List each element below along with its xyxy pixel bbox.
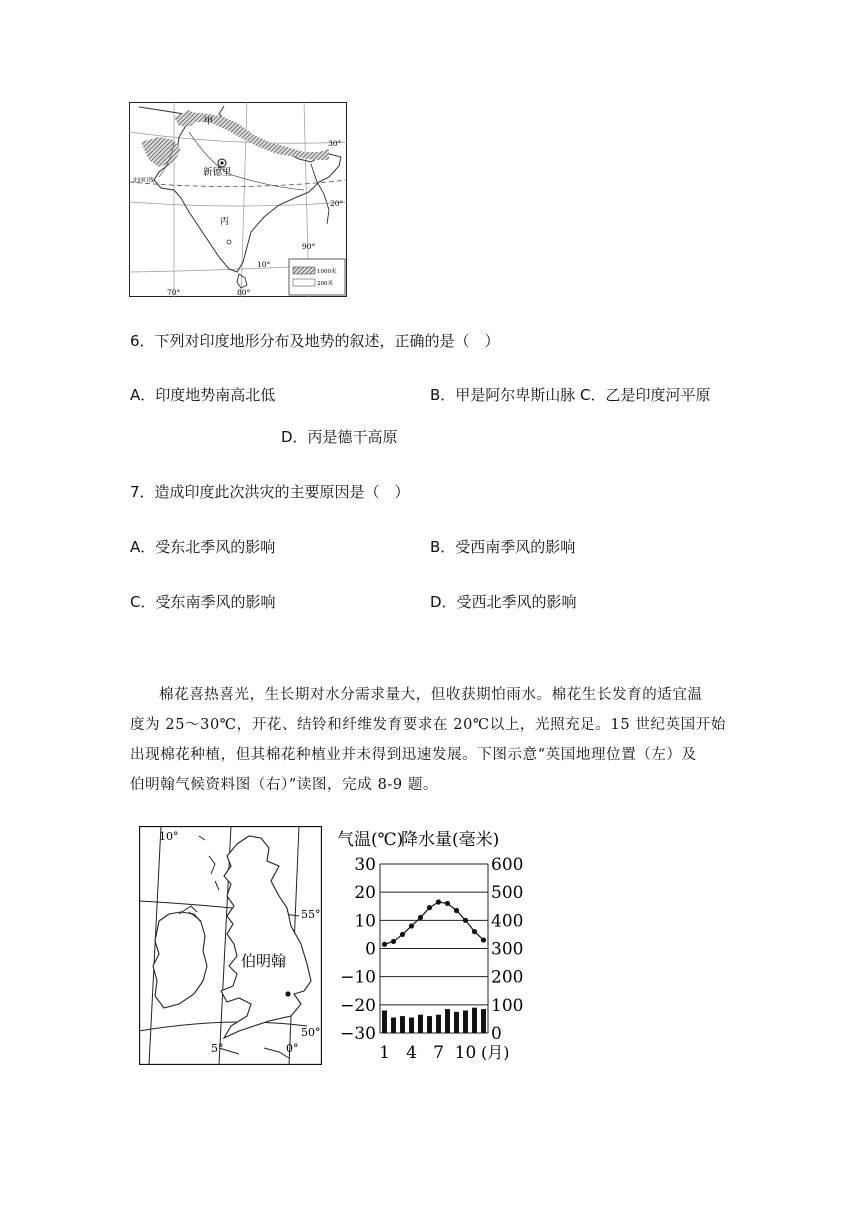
label-lon70: 70° [167, 288, 181, 297]
label-lat30: 30° [328, 139, 342, 148]
q7-option-d[interactable]: D．受西北季风的影响 [430, 593, 577, 611]
uk-label-lat50: 50° [301, 1026, 321, 1039]
passage-line-2: 度为 25～30℃，开花、结铃和纤维发育要求在 20℃以上，光照充足。15 世纪英国开始 [130, 717, 726, 733]
q6-option-bc[interactable]: B．甲是阿尔卑斯山脉 C．乙是印度河平原 [430, 386, 711, 404]
label-jia: 甲 [204, 117, 214, 127]
chart-temp-point [454, 908, 459, 913]
chart-left-tick-label: 20 [354, 883, 376, 904]
chart-precip-bar [481, 1009, 486, 1033]
chart-precip-bar [382, 1010, 387, 1033]
uk-map [139, 826, 322, 1065]
chart-right-tick-label: 100 [491, 995, 524, 1016]
uk-label-lon5: 5° [211, 1042, 224, 1055]
chart-precip-bar [472, 1008, 477, 1033]
chart-temp-point [463, 918, 468, 923]
passage-line-1: 棉花喜热喜光，生长期对水分需求量大，但收获期怕雨水。棉花生长发育的适宜温 [159, 687, 703, 703]
chart-right-tick-label: 200 [491, 967, 524, 988]
chart-right-tick-label: 0 [491, 1024, 502, 1044]
chart-x-tick-label: 4 [406, 1043, 417, 1063]
chart-temp-point [382, 942, 387, 947]
label-lon90: 90° [302, 242, 316, 251]
chart-precip-bar [391, 1018, 396, 1033]
q6-stem: 6．下列对印度地形分布及地势的叙述，正确的是（ ） [130, 332, 500, 350]
q7-option-b[interactable]: B．受西南季风的影响 [430, 538, 576, 556]
chart-temp-line [385, 902, 484, 944]
label-new-delhi: 新德里 [203, 167, 232, 178]
chart-x-tick-label: 1 [379, 1043, 390, 1063]
chart-precip-bar [427, 1016, 432, 1033]
chart-right-tick-label: 500 [491, 883, 524, 904]
india-legend [289, 259, 345, 295]
chart-left-tick-label: 30 [354, 855, 376, 875]
chart-temp-point [481, 937, 486, 942]
chart-left-tick-label: 10 [354, 911, 376, 932]
q6-option-d[interactable]: D．丙是德干高原 [281, 428, 398, 446]
chart-right-tick-label: 400 [491, 911, 524, 932]
legend-200: 200米 [317, 281, 333, 287]
chart-month-unit: (月) [481, 1043, 510, 1062]
legend-1000: 1000米 [317, 269, 337, 275]
passage-line-3: 出现棉花种植，但其棉花种植业并未得到迅速发展。下图示意“英国地理位置（左）及 [130, 747, 697, 763]
chart-temp-point [445, 901, 450, 906]
chart-temp-title: 气温(℃) [337, 830, 404, 850]
uk-label-city: 伯明翰 [241, 952, 287, 970]
chart-temp-point [472, 929, 477, 934]
chart-precip-bar [400, 1016, 405, 1033]
chart-temp-point [409, 923, 414, 928]
chart-precip-title: 降水量(毫米) [401, 830, 500, 850]
chart-precip-bar [454, 1012, 459, 1033]
label-bing: 丙 [220, 217, 230, 227]
uk-label-lon0: 0° [286, 1042, 299, 1055]
chart-x-tick-label: 10 [454, 1043, 477, 1063]
q6-option-a[interactable]: A．印度地势南高北低 [130, 386, 276, 404]
india-map [129, 102, 347, 297]
chart-right-tick-label: 300 [491, 939, 524, 960]
q7-stem: 7．造成印度此次洪灾的主要原因是（ ） [130, 483, 410, 501]
climate-chart [335, 826, 535, 1066]
chart-temp-point [400, 932, 405, 937]
label-lon80: 80° [237, 288, 251, 297]
chart-x-tick-label: 7 [433, 1043, 444, 1063]
label-lat20: 20° [330, 199, 344, 208]
passage-line-4: 伯明翰气候资料图（右）”读图，完成 8-9 题。 [130, 777, 439, 793]
uk-label-lon10: 10° [159, 830, 179, 843]
chart-temp-point [436, 899, 441, 904]
chart-temp-point [427, 905, 432, 910]
q7-option-a[interactable]: A．受东北季风的影响 [130, 538, 276, 556]
chart-precip-bar [409, 1018, 414, 1033]
q7-option-c[interactable]: C．受东南季风的影响 [130, 593, 276, 611]
chart-right-tick-label: 600 [491, 855, 524, 875]
label-lat10: 10° [257, 260, 271, 269]
passage [130, 680, 742, 800]
uk-label-lat55: 55° [301, 908, 321, 921]
chart-precip-bar [445, 1009, 450, 1033]
chart-left-tick-label: −20 [340, 995, 376, 1016]
chart-left-tick-label: −10 [340, 967, 376, 988]
chart-precip-bar [418, 1015, 423, 1033]
label-tropic: 北回归线 [132, 178, 155, 184]
chart-precip-bar [436, 1015, 441, 1033]
chart-temp-point [418, 915, 423, 920]
chart-left-tick-label: −30 [340, 1024, 376, 1044]
chart-left-tick-label: 0 [365, 939, 376, 960]
chart-temp-point [391, 939, 396, 944]
chart-precip-bar [463, 1010, 468, 1033]
